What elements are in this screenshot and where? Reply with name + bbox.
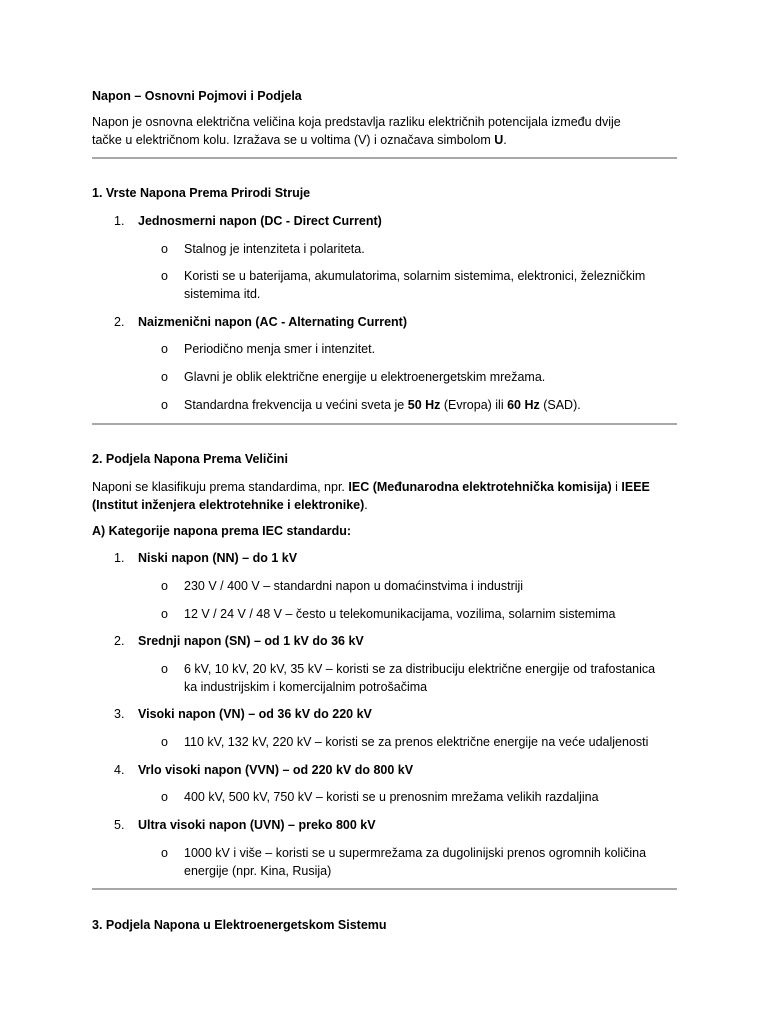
list-item-line: 6 kV, 10 kV, 20 kV, 35 kV – koristi se za distribuciju električne energije od trafostanica xyxy=(184,662,656,676)
list-item-line: energije (npr. Kina, Rusija) xyxy=(184,864,332,878)
freq-text: Standardna frekvencija u većini sveta je xyxy=(184,398,408,412)
intro-line-2 xyxy=(92,131,677,149)
list-number: 1. xyxy=(114,214,125,228)
bullet-marker: o xyxy=(161,579,168,593)
freq-60hz: 60 Hz xyxy=(507,398,540,412)
intro-period: . xyxy=(503,133,507,147)
freq-50hz: 50 Hz xyxy=(407,398,441,412)
medium-voltage-label: Srednji napon (SN) – od 1 kV do 36 kV xyxy=(138,634,364,648)
list-item: Stalnog je intenziteta i polariteta. xyxy=(184,242,365,256)
bullet-marker: o xyxy=(161,607,168,621)
list-item: Glavni je oblik električne energije u elektroenergetskim mrežama. xyxy=(184,370,546,384)
list-item: 12 V / 24 V / 48 V – često u telekomunikacijama, vozilima, solarnim sistemima xyxy=(184,607,616,621)
bullet-marker: o xyxy=(161,342,168,356)
ac-voltage-label: Naizmenični napon (AC - Alternating Current) xyxy=(138,315,407,329)
list-number: 1. xyxy=(114,551,125,565)
ieee-name: IEEE xyxy=(621,480,650,494)
list-item xyxy=(184,844,676,880)
document-title: Napon – Osnovni Pojmovi i Podjela xyxy=(92,89,302,103)
very-high-voltage-label: Vrlo visoki napon (VVN) – od 220 kV do 800 kV xyxy=(138,763,414,777)
dc-voltage-label: Jednosmerni napon (DC - Direct Current) xyxy=(138,214,382,228)
list-number: 2. xyxy=(114,315,125,329)
bullet-marker: o xyxy=(161,370,168,384)
list-item: 230 V / 400 V – standardni napon u domaćinstvima i industriji xyxy=(184,579,524,593)
para-period: . xyxy=(364,498,368,512)
bullet-marker: o xyxy=(161,398,168,412)
divider-3 xyxy=(92,888,677,890)
bullet-marker: o xyxy=(161,846,168,860)
symbol-u: U xyxy=(494,133,504,147)
freq-text: (SAD). xyxy=(539,398,581,412)
list-item xyxy=(184,267,676,303)
bullet-marker: o xyxy=(161,242,168,256)
list-item: Periodično menja smer i intenzitet. xyxy=(184,342,376,356)
freq-text: (Evropa) ili xyxy=(440,398,508,412)
bullet-marker: o xyxy=(161,790,168,804)
iec-name: IEC (Međunarodna elektrotehnička komisija) xyxy=(348,480,612,494)
section-2-heading: 2. Podjela Napona Prema Veličini xyxy=(92,452,288,466)
list-item: 110 kV, 132 kV, 220 kV – koristi se za prenos električne energije na veće udaljenosti xyxy=(184,735,649,749)
low-voltage-label: Niski napon (NN) – do 1 kV xyxy=(138,551,298,565)
iec-categories-heading: A) Kategorije napona prema IEC standardu: xyxy=(92,524,352,538)
ieee-full-name: (Institut inženjera elektrotehnike i elektronike) xyxy=(92,498,365,512)
list-item: 400 kV, 500 kV, 750 kV – koristi se u prenosnim mrežama velikih razdaljina xyxy=(184,790,599,804)
para-text: i xyxy=(611,480,622,494)
divider-2 xyxy=(92,423,677,425)
divider-1 xyxy=(92,157,677,159)
list-item-line: 1000 kV i više – koristi se u supermrežama za dugolinijski prenos ogromnih količina xyxy=(184,846,647,860)
intro-line-1: Napon je osnovna električna veličina koja predstavlja razliku električnih potencijala između dvije xyxy=(92,115,621,129)
list-number: 3. xyxy=(114,707,125,721)
standards-paragraph xyxy=(92,478,677,514)
list-item xyxy=(184,660,676,696)
list-number: 4. xyxy=(114,763,125,777)
bullet-marker: o xyxy=(161,269,168,283)
bullet-marker: o xyxy=(161,735,168,749)
frequency-item xyxy=(184,396,676,414)
list-item-line: ka industrijskim i komercijalnim potrošačima xyxy=(184,680,428,694)
list-item-line: sistemima itd. xyxy=(184,287,261,301)
intro-paragraph xyxy=(92,113,677,149)
list-number: 5. xyxy=(114,818,125,832)
list-number: 2. xyxy=(114,634,125,648)
ultra-high-voltage-label: Ultra visoki napon (UVN) – preko 800 kV xyxy=(138,818,376,832)
intro-text: tačke u električnom kolu. Izražava se u voltima (V) i označava simbolom xyxy=(92,133,495,147)
bullet-marker: o xyxy=(161,662,168,676)
high-voltage-label: Visoki napon (VN) – od 36 kV do 220 kV xyxy=(138,707,372,721)
para-text: Naponi se klasifikuju prema standardima, npr. xyxy=(92,480,349,494)
section-1-heading: 1. Vrste Napona Prema Prirodi Struje xyxy=(92,186,311,200)
section-3-heading: 3. Podjela Napona u Elektroenergetskom Sistemu xyxy=(92,918,387,932)
list-item-line: Koristi se u baterijama, akumulatorima, solarnim sistemima, elektronici, železničkim xyxy=(184,269,646,283)
